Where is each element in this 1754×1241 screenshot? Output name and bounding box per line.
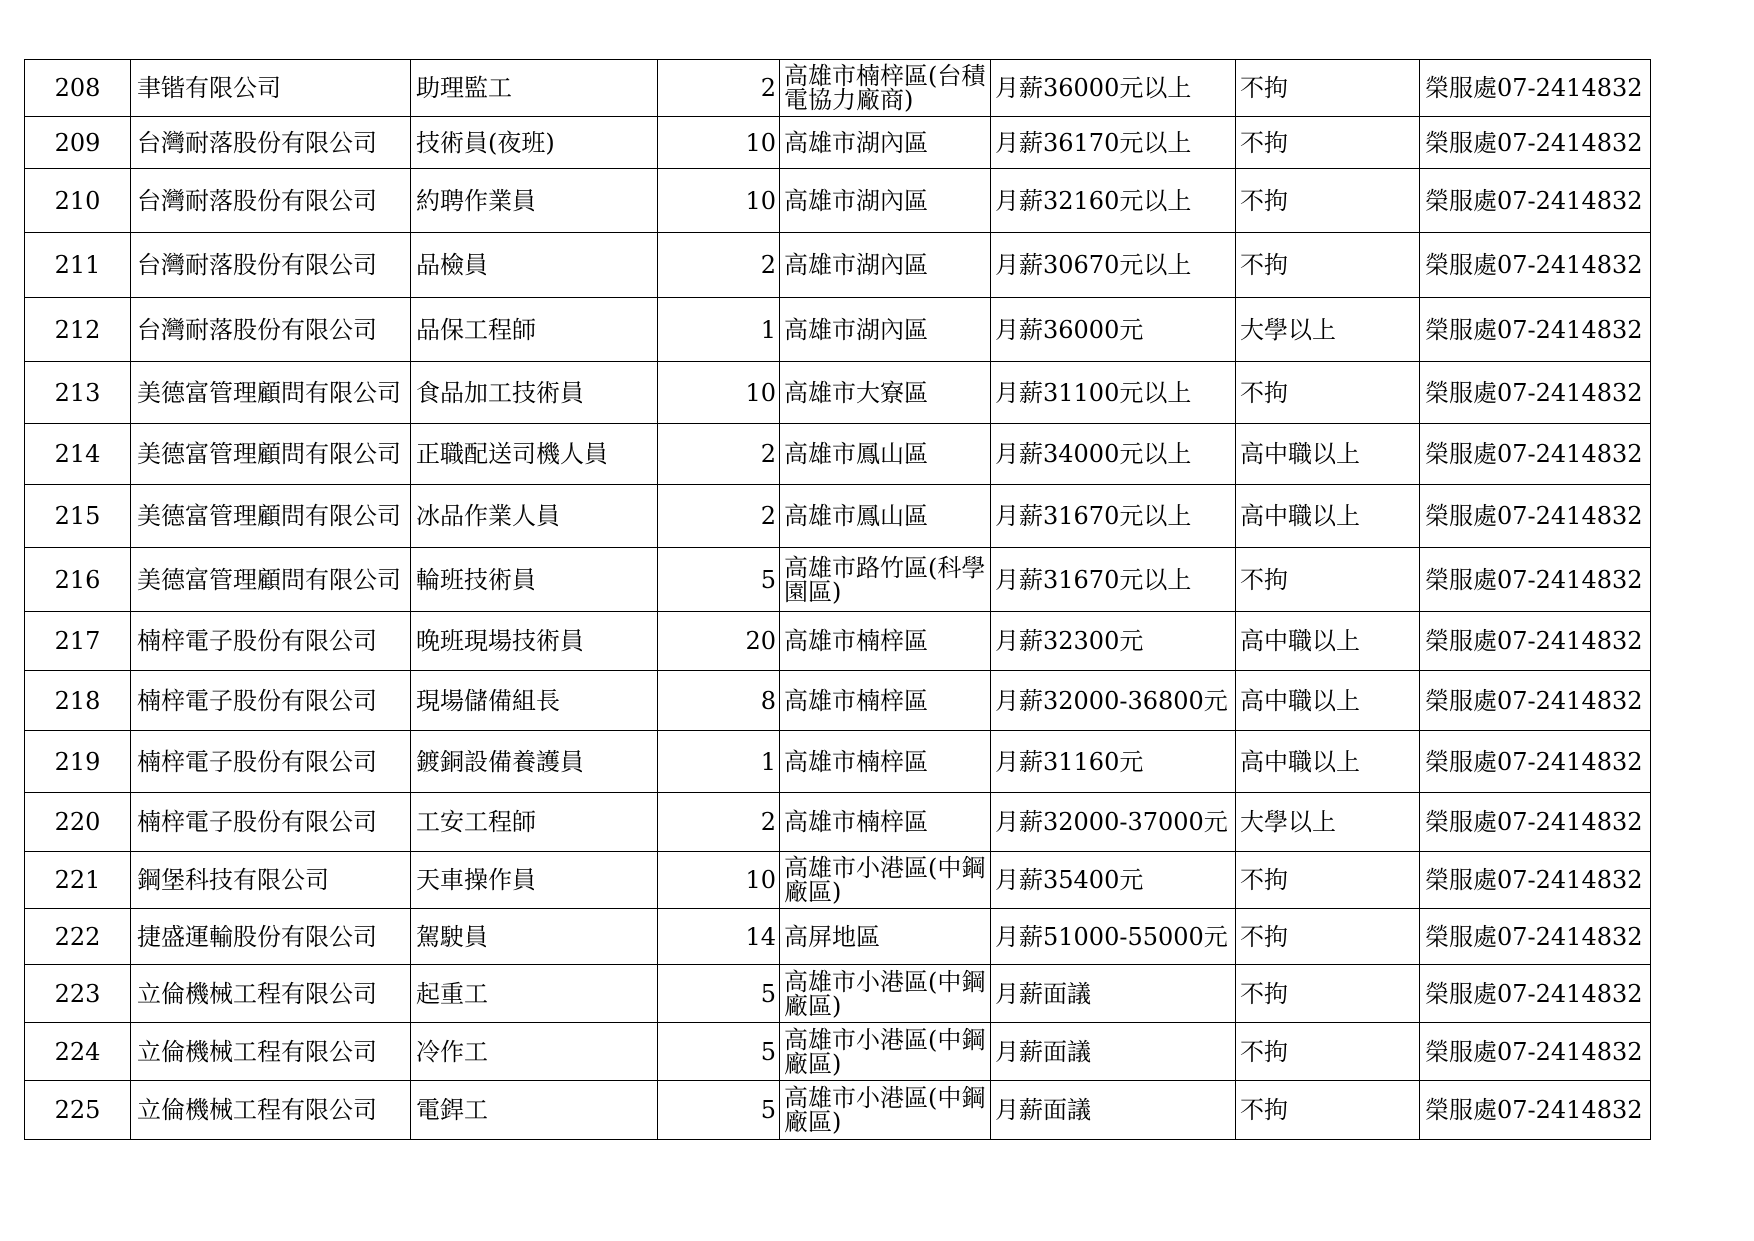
contact-info: 榮服處07-2414832 — [1420, 117, 1651, 169]
headcount: 2 — [658, 60, 780, 117]
education-requirement: 高中職以上 — [1236, 671, 1420, 731]
headcount: 5 — [658, 548, 780, 612]
job-title: 冰品作業人員 — [411, 485, 658, 548]
contact-info: 榮服處07-2414832 — [1420, 548, 1651, 612]
company-name: 楠梓電子股份有限公司 — [131, 731, 411, 793]
job-title: 品保工程師 — [411, 298, 658, 362]
work-location: 高雄市楠梓區 — [780, 612, 991, 671]
company-name: 美德富管理顧問有限公司 — [131, 424, 411, 485]
work-location: 高雄市鳳山區 — [780, 485, 991, 548]
education-requirement: 不拘 — [1236, 60, 1420, 117]
job-number: 222 — [25, 909, 131, 965]
education-requirement: 不拘 — [1236, 362, 1420, 424]
work-location: 高雄市鳳山區 — [780, 424, 991, 485]
salary: 月薪面議 — [991, 1081, 1236, 1140]
job-number: 223 — [25, 965, 131, 1023]
table-row — [25, 424, 1651, 485]
company-name: 鋼堡科技有限公司 — [131, 852, 411, 909]
job-number: 219 — [25, 731, 131, 793]
salary: 月薪36170元以上 — [991, 117, 1236, 169]
work-location: 高雄市楠梓區 — [780, 731, 991, 793]
job-title: 助理監工 — [411, 60, 658, 117]
education-requirement: 不拘 — [1236, 169, 1420, 233]
education-requirement: 大學以上 — [1236, 298, 1420, 362]
education-requirement: 不拘 — [1236, 965, 1420, 1023]
job-number: 212 — [25, 298, 131, 362]
work-location: 高雄市小港區(中鋼廠區) — [780, 852, 991, 909]
headcount: 20 — [658, 612, 780, 671]
contact-info: 榮服處07-2414832 — [1420, 909, 1651, 965]
education-requirement: 高中職以上 — [1236, 485, 1420, 548]
salary: 月薪32160元以上 — [991, 169, 1236, 233]
job-title: 電銲工 — [411, 1081, 658, 1140]
table-row — [25, 548, 1651, 612]
salary: 月薪32300元 — [991, 612, 1236, 671]
job-number: 221 — [25, 852, 131, 909]
headcount: 10 — [658, 169, 780, 233]
company-name: 聿锴有限公司 — [131, 60, 411, 117]
contact-info: 榮服處07-2414832 — [1420, 793, 1651, 852]
work-location: 高雄市小港區(中鋼廠區) — [780, 1023, 991, 1081]
headcount: 1 — [658, 298, 780, 362]
table-row — [25, 1081, 1651, 1140]
salary: 月薪面議 — [991, 965, 1236, 1023]
job-title: 技術員(夜班) — [411, 117, 658, 169]
headcount: 2 — [658, 424, 780, 485]
work-location: 高屏地區 — [780, 909, 991, 965]
company-name: 立倫機械工程有限公司 — [131, 965, 411, 1023]
work-location: 高雄市大寮區 — [780, 362, 991, 424]
job-title: 現場儲備組長 — [411, 671, 658, 731]
job-title: 約聘作業員 — [411, 169, 658, 233]
salary: 月薪35400元 — [991, 852, 1236, 909]
work-location: 高雄市路竹區(科學園區) — [780, 548, 991, 612]
job-number: 220 — [25, 793, 131, 852]
job-number: 208 — [25, 60, 131, 117]
salary: 月薪31670元以上 — [991, 548, 1236, 612]
job-number: 210 — [25, 169, 131, 233]
contact-info: 榮服處07-2414832 — [1420, 424, 1651, 485]
company-name: 楠梓電子股份有限公司 — [131, 671, 411, 731]
contact-info: 榮服處07-2414832 — [1420, 60, 1651, 117]
salary: 月薪51000-55000元 — [991, 909, 1236, 965]
table-row — [25, 362, 1651, 424]
contact-info: 榮服處07-2414832 — [1420, 1081, 1651, 1140]
contact-info: 榮服處07-2414832 — [1420, 612, 1651, 671]
salary: 月薪31160元 — [991, 731, 1236, 793]
contact-info: 榮服處07-2414832 — [1420, 485, 1651, 548]
company-name: 台灣耐落股份有限公司 — [131, 169, 411, 233]
job-listing-table — [24, 59, 1651, 1140]
salary: 月薪31100元以上 — [991, 362, 1236, 424]
job-title: 起重工 — [411, 965, 658, 1023]
job-number: 216 — [25, 548, 131, 612]
work-location: 高雄市楠梓區 — [780, 793, 991, 852]
salary: 月薪31670元以上 — [991, 485, 1236, 548]
work-location: 高雄市楠梓區 — [780, 671, 991, 731]
education-requirement: 不拘 — [1236, 909, 1420, 965]
contact-info: 榮服處07-2414832 — [1420, 852, 1651, 909]
job-number: 217 — [25, 612, 131, 671]
salary: 月薪36000元以上 — [991, 60, 1236, 117]
company-name: 楠梓電子股份有限公司 — [131, 793, 411, 852]
salary: 月薪32000-37000元 — [991, 793, 1236, 852]
headcount: 10 — [658, 852, 780, 909]
work-location: 高雄市湖內區 — [780, 169, 991, 233]
job-number: 224 — [25, 1023, 131, 1081]
table-row — [25, 169, 1651, 233]
company-name: 台灣耐落股份有限公司 — [131, 117, 411, 169]
company-name: 美德富管理顧問有限公司 — [131, 485, 411, 548]
contact-info: 榮服處07-2414832 — [1420, 731, 1651, 793]
contact-info: 榮服處07-2414832 — [1420, 233, 1651, 298]
education-requirement: 大學以上 — [1236, 793, 1420, 852]
contact-info: 榮服處07-2414832 — [1420, 169, 1651, 233]
table-row — [25, 852, 1651, 909]
headcount: 5 — [658, 1023, 780, 1081]
contact-info: 榮服處07-2414832 — [1420, 362, 1651, 424]
education-requirement: 不拘 — [1236, 1023, 1420, 1081]
table-row — [25, 612, 1651, 671]
work-location: 高雄市楠梓區(台積電協力廠商) — [780, 60, 991, 117]
job-title: 駕駛員 — [411, 909, 658, 965]
table-row — [25, 1023, 1651, 1081]
job-title: 輪班技術員 — [411, 548, 658, 612]
headcount: 2 — [658, 233, 780, 298]
job-number: 209 — [25, 117, 131, 169]
work-location: 高雄市小港區(中鋼廠區) — [780, 965, 991, 1023]
contact-info: 榮服處07-2414832 — [1420, 965, 1651, 1023]
salary: 月薪36000元 — [991, 298, 1236, 362]
salary: 月薪30670元以上 — [991, 233, 1236, 298]
education-requirement: 高中職以上 — [1236, 731, 1420, 793]
job-number: 214 — [25, 424, 131, 485]
job-title: 冷作工 — [411, 1023, 658, 1081]
job-title: 鍍銅設備養護員 — [411, 731, 658, 793]
table-row — [25, 485, 1651, 548]
salary: 月薪32000-36800元 — [991, 671, 1236, 731]
job-number: 218 — [25, 671, 131, 731]
salary: 月薪面議 — [991, 1023, 1236, 1081]
headcount: 2 — [658, 485, 780, 548]
table-row — [25, 671, 1651, 731]
education-requirement: 不拘 — [1236, 852, 1420, 909]
work-location: 高雄市湖內區 — [780, 117, 991, 169]
work-location: 高雄市湖內區 — [780, 298, 991, 362]
table-row — [25, 298, 1651, 362]
table-row — [25, 793, 1651, 852]
work-location: 高雄市湖內區 — [780, 233, 991, 298]
table-row — [25, 60, 1651, 117]
company-name: 立倫機械工程有限公司 — [131, 1081, 411, 1140]
contact-info: 榮服處07-2414832 — [1420, 671, 1651, 731]
table-row — [25, 233, 1651, 298]
company-name: 美德富管理顧問有限公司 — [131, 548, 411, 612]
education-requirement: 高中職以上 — [1236, 612, 1420, 671]
job-title: 晚班現場技術員 — [411, 612, 658, 671]
headcount: 8 — [658, 671, 780, 731]
company-name: 台灣耐落股份有限公司 — [131, 233, 411, 298]
job-number: 211 — [25, 233, 131, 298]
table-row — [25, 731, 1651, 793]
company-name: 台灣耐落股份有限公司 — [131, 298, 411, 362]
job-title: 品檢員 — [411, 233, 658, 298]
company-name: 捷盛運輸股份有限公司 — [131, 909, 411, 965]
salary: 月薪34000元以上 — [991, 424, 1236, 485]
job-rows — [25, 60, 1651, 1140]
contact-info: 榮服處07-2414832 — [1420, 298, 1651, 362]
education-requirement: 不拘 — [1236, 117, 1420, 169]
headcount: 5 — [658, 1081, 780, 1140]
headcount: 14 — [658, 909, 780, 965]
table-row — [25, 909, 1651, 965]
job-title: 工安工程師 — [411, 793, 658, 852]
company-name: 立倫機械工程有限公司 — [131, 1023, 411, 1081]
job-title: 天車操作員 — [411, 852, 658, 909]
job-number: 225 — [25, 1081, 131, 1140]
education-requirement: 高中職以上 — [1236, 424, 1420, 485]
education-requirement: 不拘 — [1236, 233, 1420, 298]
education-requirement: 不拘 — [1236, 548, 1420, 612]
headcount: 1 — [658, 731, 780, 793]
job-title: 食品加工技術員 — [411, 362, 658, 424]
headcount: 10 — [658, 117, 780, 169]
headcount: 10 — [658, 362, 780, 424]
education-requirement: 不拘 — [1236, 1081, 1420, 1140]
table-row — [25, 117, 1651, 169]
job-title: 正職配送司機人員 — [411, 424, 658, 485]
contact-info: 榮服處07-2414832 — [1420, 1023, 1651, 1081]
headcount: 5 — [658, 965, 780, 1023]
table-row — [25, 965, 1651, 1023]
company-name: 楠梓電子股份有限公司 — [131, 612, 411, 671]
company-name: 美德富管理顧問有限公司 — [131, 362, 411, 424]
job-number: 213 — [25, 362, 131, 424]
headcount: 2 — [658, 793, 780, 852]
job-number: 215 — [25, 485, 131, 548]
work-location: 高雄市小港區(中鋼廠區) — [780, 1081, 991, 1140]
